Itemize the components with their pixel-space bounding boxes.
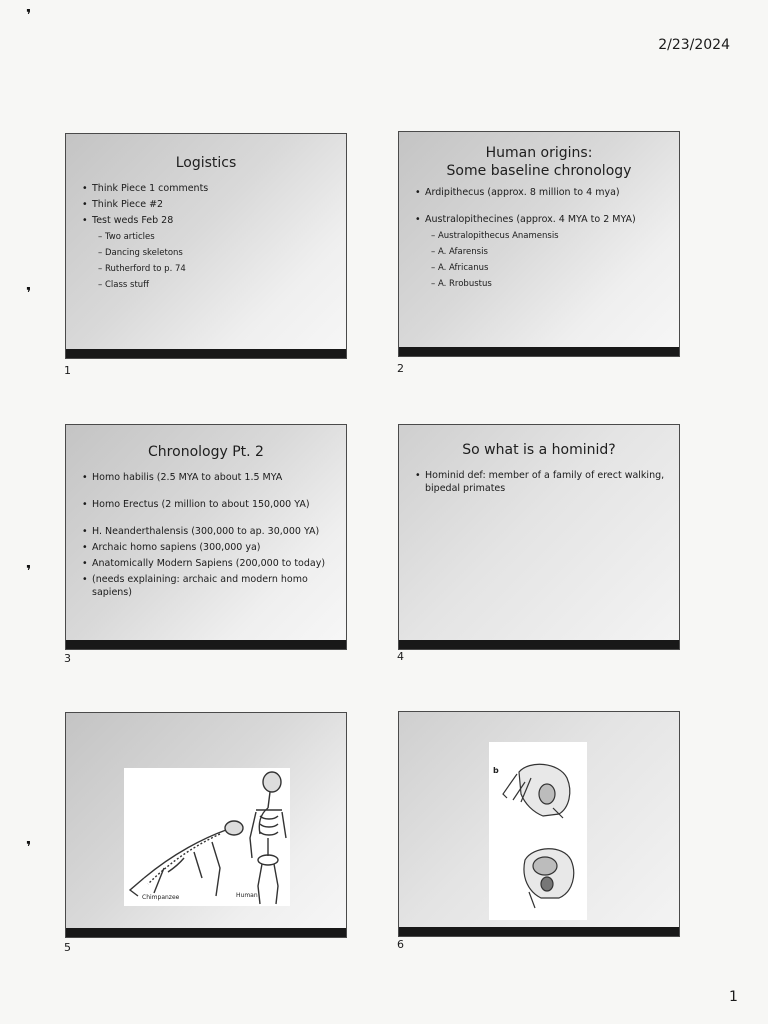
bullet-item: • (needs explaining: archaic and modern homo sapiens) bbox=[82, 573, 334, 599]
slide-footer-bar bbox=[66, 928, 346, 937]
caption-human: Human bbox=[236, 892, 258, 899]
skull-muscle-image bbox=[489, 742, 587, 920]
sub-bullet-item: – A. Afarensis bbox=[431, 247, 488, 257]
bullet-item: • Think Piece 1 comments bbox=[82, 182, 334, 195]
slide-2 bbox=[398, 131, 680, 357]
sub-bullet-item: – Rutherford to p. 74 bbox=[98, 264, 186, 274]
bullet-list bbox=[399, 469, 679, 495]
slide-title: Logistics bbox=[175, 155, 237, 171]
binder-hole-mark: ❜ bbox=[26, 562, 32, 580]
sub-bullet-item: – Class stuff bbox=[98, 280, 150, 290]
bullet-item: • Think Piece #2 bbox=[82, 198, 334, 211]
slide-1 bbox=[65, 133, 347, 359]
slide-number: 5 bbox=[64, 941, 71, 954]
slide-footer-bar bbox=[399, 927, 679, 936]
slide-title bbox=[399, 144, 679, 180]
bullet-item bbox=[415, 213, 667, 290]
slide-footer-bar bbox=[399, 347, 679, 356]
slide-footer-bar bbox=[66, 349, 346, 358]
page-number: 1 bbox=[729, 989, 738, 1005]
skeleton-illustration bbox=[124, 768, 290, 906]
sub-bullet-item: – Two articles bbox=[98, 232, 155, 242]
slide-number: 1 bbox=[64, 364, 71, 377]
sub-bullet-item: – A. Africanus bbox=[431, 263, 489, 273]
figure-label: b bbox=[493, 766, 499, 775]
slide-footer-bar bbox=[66, 640, 346, 649]
slide-title: Chronology Pt. 2 bbox=[148, 444, 264, 460]
bullet-item: • H. Neanderthalensis (300,000 to ap. 30,000 YA) bbox=[82, 525, 334, 538]
bullet-item bbox=[82, 214, 334, 291]
slide-6 bbox=[398, 711, 680, 937]
binder-hole-mark: ❜ bbox=[26, 838, 32, 856]
skeleton-comparison-image bbox=[124, 768, 290, 906]
sub-bullet-item: – Dancing skeletons bbox=[98, 248, 183, 258]
bullet-list bbox=[66, 182, 346, 291]
sub-bullet-list bbox=[425, 230, 667, 290]
slide-4 bbox=[398, 424, 680, 650]
sub-bullet-item: – Australopithecus Anamensis bbox=[431, 231, 559, 241]
binder-hole-mark: ❜ bbox=[26, 284, 32, 302]
bullet-list bbox=[399, 186, 679, 290]
skull-illustration bbox=[489, 742, 587, 920]
bullet-text: Test weds Feb 28 bbox=[92, 215, 174, 226]
slide-number: 3 bbox=[64, 652, 71, 665]
slide-title-line: Human origins: bbox=[485, 145, 593, 161]
bullet-item: • Homo Erectus (2 million to about 150,000 YA) bbox=[82, 498, 334, 511]
bullet-item: • Archaic homo sapiens (300,000 ya) bbox=[82, 541, 334, 554]
bullet-text: Australopithecines (approx. 4 MYA to 2 MYA) bbox=[425, 214, 636, 225]
slide-number: 2 bbox=[397, 362, 404, 375]
caption-chimpanzee: Chimpanzee bbox=[142, 894, 180, 901]
bullet-item: • Anatomically Modern Sapiens (200,000 to today) bbox=[82, 557, 334, 570]
bullet-item: • Ardipithecus (approx. 8 million to 4 mya) bbox=[415, 186, 667, 199]
bullet-item: • Hominid def: member of a family of erect walking, bipedal primates bbox=[415, 469, 667, 495]
bullet-list bbox=[66, 471, 346, 599]
slide-number: 6 bbox=[397, 938, 404, 951]
slide-3 bbox=[65, 424, 347, 650]
slide-5 bbox=[65, 712, 347, 938]
sub-bullet-list bbox=[92, 231, 334, 291]
slide-footer-bar bbox=[399, 640, 679, 649]
slide-title-line: Some baseline chronology bbox=[446, 163, 632, 179]
bullet-item: • Homo habilis (2.5 MYA to about 1.5 MYA bbox=[82, 471, 334, 484]
binder-hole-mark: ❜ bbox=[26, 6, 32, 24]
sub-bullet-item: – A. Rrobustus bbox=[431, 279, 492, 289]
slide-number: 4 bbox=[397, 650, 404, 663]
slide-title: So what is a hominid? bbox=[462, 442, 616, 458]
page-date: 2/23/2024 bbox=[658, 37, 730, 53]
